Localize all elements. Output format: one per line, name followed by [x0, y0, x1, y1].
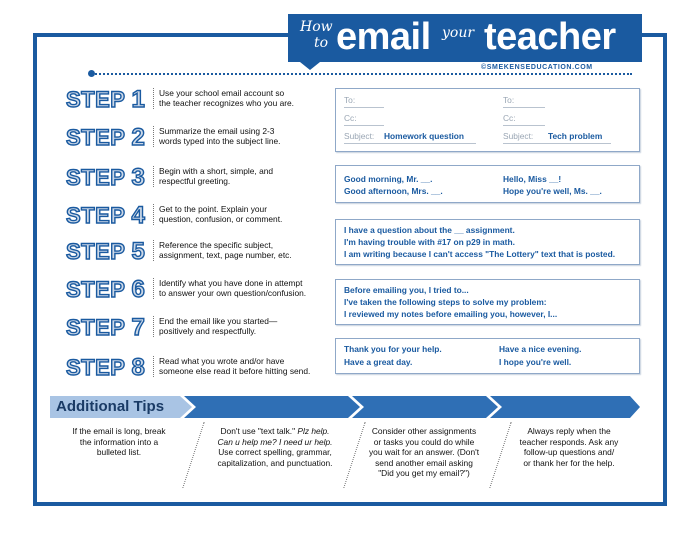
step-label: STEP: [66, 165, 126, 190]
attempt-example: [335, 279, 640, 325]
tip-line: Always reply when the: [527, 426, 611, 436]
step-description: [153, 88, 331, 109]
subject-label: Subject:: [344, 131, 375, 141]
tip-line: follow-up questions and/: [523, 447, 615, 457]
closings-example: [335, 338, 640, 374]
tip-line: teacher responds. Ask any: [519, 436, 619, 447]
step-6: [66, 278, 326, 308]
step-description: [153, 204, 331, 225]
step-line: Summarize the email using 2-3: [159, 126, 275, 136]
step-number: 6: [131, 276, 146, 303]
title-your: your: [442, 25, 475, 41]
step-label: STEP: [66, 239, 126, 264]
tip-line: or thank her for the help.: [523, 457, 615, 468]
subject-label: Subject:: [503, 131, 534, 141]
step-number: 7: [131, 314, 146, 341]
step-number: 5: [131, 238, 146, 265]
step-5: [66, 240, 326, 270]
to-underline: [344, 107, 384, 108]
step-line: someone else read it before hitting send.: [159, 366, 311, 377]
timeline-dotted-line: [92, 73, 632, 75]
tips-arrow-bar: [50, 396, 640, 418]
tip-3: [354, 426, 494, 479]
tip-line: capitalization, and punctuation.: [217, 457, 333, 468]
attempt-line: Before emailing you, I tried to...: [344, 285, 469, 295]
title-teacher: teacher: [484, 16, 616, 58]
step-1: [66, 88, 326, 118]
title-banner: [288, 14, 642, 62]
greeting-line: Good afternoon, Mrs. __.: [344, 186, 443, 196]
step-line: Read what you wrote and/or have: [159, 356, 285, 366]
step-line: positively and respectfully.: [159, 326, 257, 337]
tip-line: Don't use "text talk.": [220, 426, 298, 436]
brand-credit: ©SMEKENSEDUCATION.COM: [481, 64, 593, 71]
step-label: STEP: [66, 315, 126, 340]
attempt-line: I reviewed my notes before emailing you, however, I...: [344, 309, 558, 319]
step-7: [66, 316, 326, 346]
step-label: STEP: [66, 355, 126, 380]
cc-label: Cc:: [344, 113, 357, 123]
subject-underline: [503, 143, 611, 144]
step-number: 8: [131, 354, 146, 381]
tip-line: bulleted list.: [96, 447, 142, 457]
tip-line: or tasks you could do while: [373, 436, 475, 447]
tip-line: send another email asking: [375, 457, 473, 468]
greetings-example: [335, 165, 640, 203]
step-line: question, confusion, or comment.: [159, 214, 283, 225]
step-line: the teacher recognizes who you are.: [159, 98, 295, 109]
to-underline: [503, 107, 545, 108]
greeting-line: Hope you're well, Ms. __.: [503, 186, 602, 196]
step-4: [66, 204, 326, 234]
step-8: [66, 356, 326, 386]
step-label: STEP: [66, 277, 126, 302]
step-label: STEP: [66, 125, 126, 150]
title-notch: [300, 62, 320, 70]
cc-underline: [344, 125, 384, 126]
tips-arrow-segment: [352, 396, 498, 418]
step-3: [66, 166, 326, 196]
tip-example: Can u help me? I need ur help.: [217, 436, 333, 447]
tip-line: Use correct spelling, grammar,: [218, 447, 332, 457]
step-description: [153, 126, 331, 147]
step-line: Identify what you have done in attempt: [159, 278, 303, 288]
step-line: Use your school email account so: [159, 88, 285, 98]
step-number: 1: [131, 86, 146, 113]
step-line: Begin with a short, simple, and: [159, 166, 274, 176]
step-description: [153, 166, 331, 187]
tip-line: you wait for an answer. (Don't: [368, 447, 480, 457]
tip-example: Plz help.: [297, 426, 330, 436]
subject-underline: [344, 143, 476, 144]
step-line: assignment, text, page number, etc.: [159, 250, 292, 261]
step-description: [153, 278, 331, 299]
closing-line: Have a great day.: [344, 357, 413, 367]
cc-label: Cc:: [503, 113, 516, 123]
closing-line: I hope you're well.: [499, 357, 572, 367]
body-line: I am writing because I can't access "The Lottery" text that is posted.: [344, 249, 616, 259]
closing-line: Thank you for your help.: [344, 344, 442, 354]
tips-title: Additional Tips: [56, 398, 165, 415]
greeting-line: Good morning, Mr. __.: [344, 174, 433, 184]
step-number: 3: [131, 164, 146, 191]
step-line: respectful greeting.: [159, 176, 231, 187]
body-line: I'm having trouble with #17 on p29 in math.: [344, 237, 515, 247]
step-description: [153, 240, 331, 261]
tip-4: [502, 426, 636, 468]
step-line: to answer your own question/confusion.: [159, 288, 307, 299]
step-description: [153, 316, 331, 337]
step-number: 4: [131, 202, 146, 229]
email-header-example: [335, 88, 640, 152]
tip-line: Consider other assignments: [371, 426, 477, 436]
tip-line: "Did you get my email?"): [378, 468, 470, 478]
tip-line: If the email is long, break: [72, 426, 166, 436]
greeting-line: Hello, Miss __!: [503, 174, 562, 184]
step-description: [153, 356, 331, 377]
title-email: email: [336, 16, 431, 58]
tip-2: [200, 426, 350, 468]
step-line: Get to the point. Explain your: [159, 204, 268, 214]
title-to: to: [314, 35, 329, 51]
cc-underline: [503, 125, 545, 126]
to-label: To:: [503, 95, 515, 105]
step-number: 2: [131, 124, 146, 151]
title-how: How: [300, 19, 333, 35]
tip-1: [56, 426, 182, 458]
tip-line: the information into a: [79, 436, 159, 447]
step-2: [66, 126, 326, 156]
step-label: STEP: [66, 87, 126, 112]
tips-arrow-segment: [184, 396, 360, 418]
step-line: End the email like you started—: [159, 316, 278, 326]
to-label: To:: [344, 95, 356, 105]
body-example: [335, 219, 640, 265]
tips-arrow-segment: [490, 396, 640, 418]
attempt-line: I've taken the following steps to solve my problem:: [344, 297, 547, 307]
body-line: I have a question about the __ assignment.: [344, 225, 515, 235]
step-label: STEP: [66, 203, 126, 228]
closing-line: Have a nice evening.: [499, 344, 582, 354]
subject-value: Tech problem: [548, 131, 603, 141]
step-line: Reference the specific subject,: [159, 240, 274, 250]
step-line: words typed into the subject line.: [159, 136, 281, 147]
subject-value: Homework question: [384, 131, 465, 141]
